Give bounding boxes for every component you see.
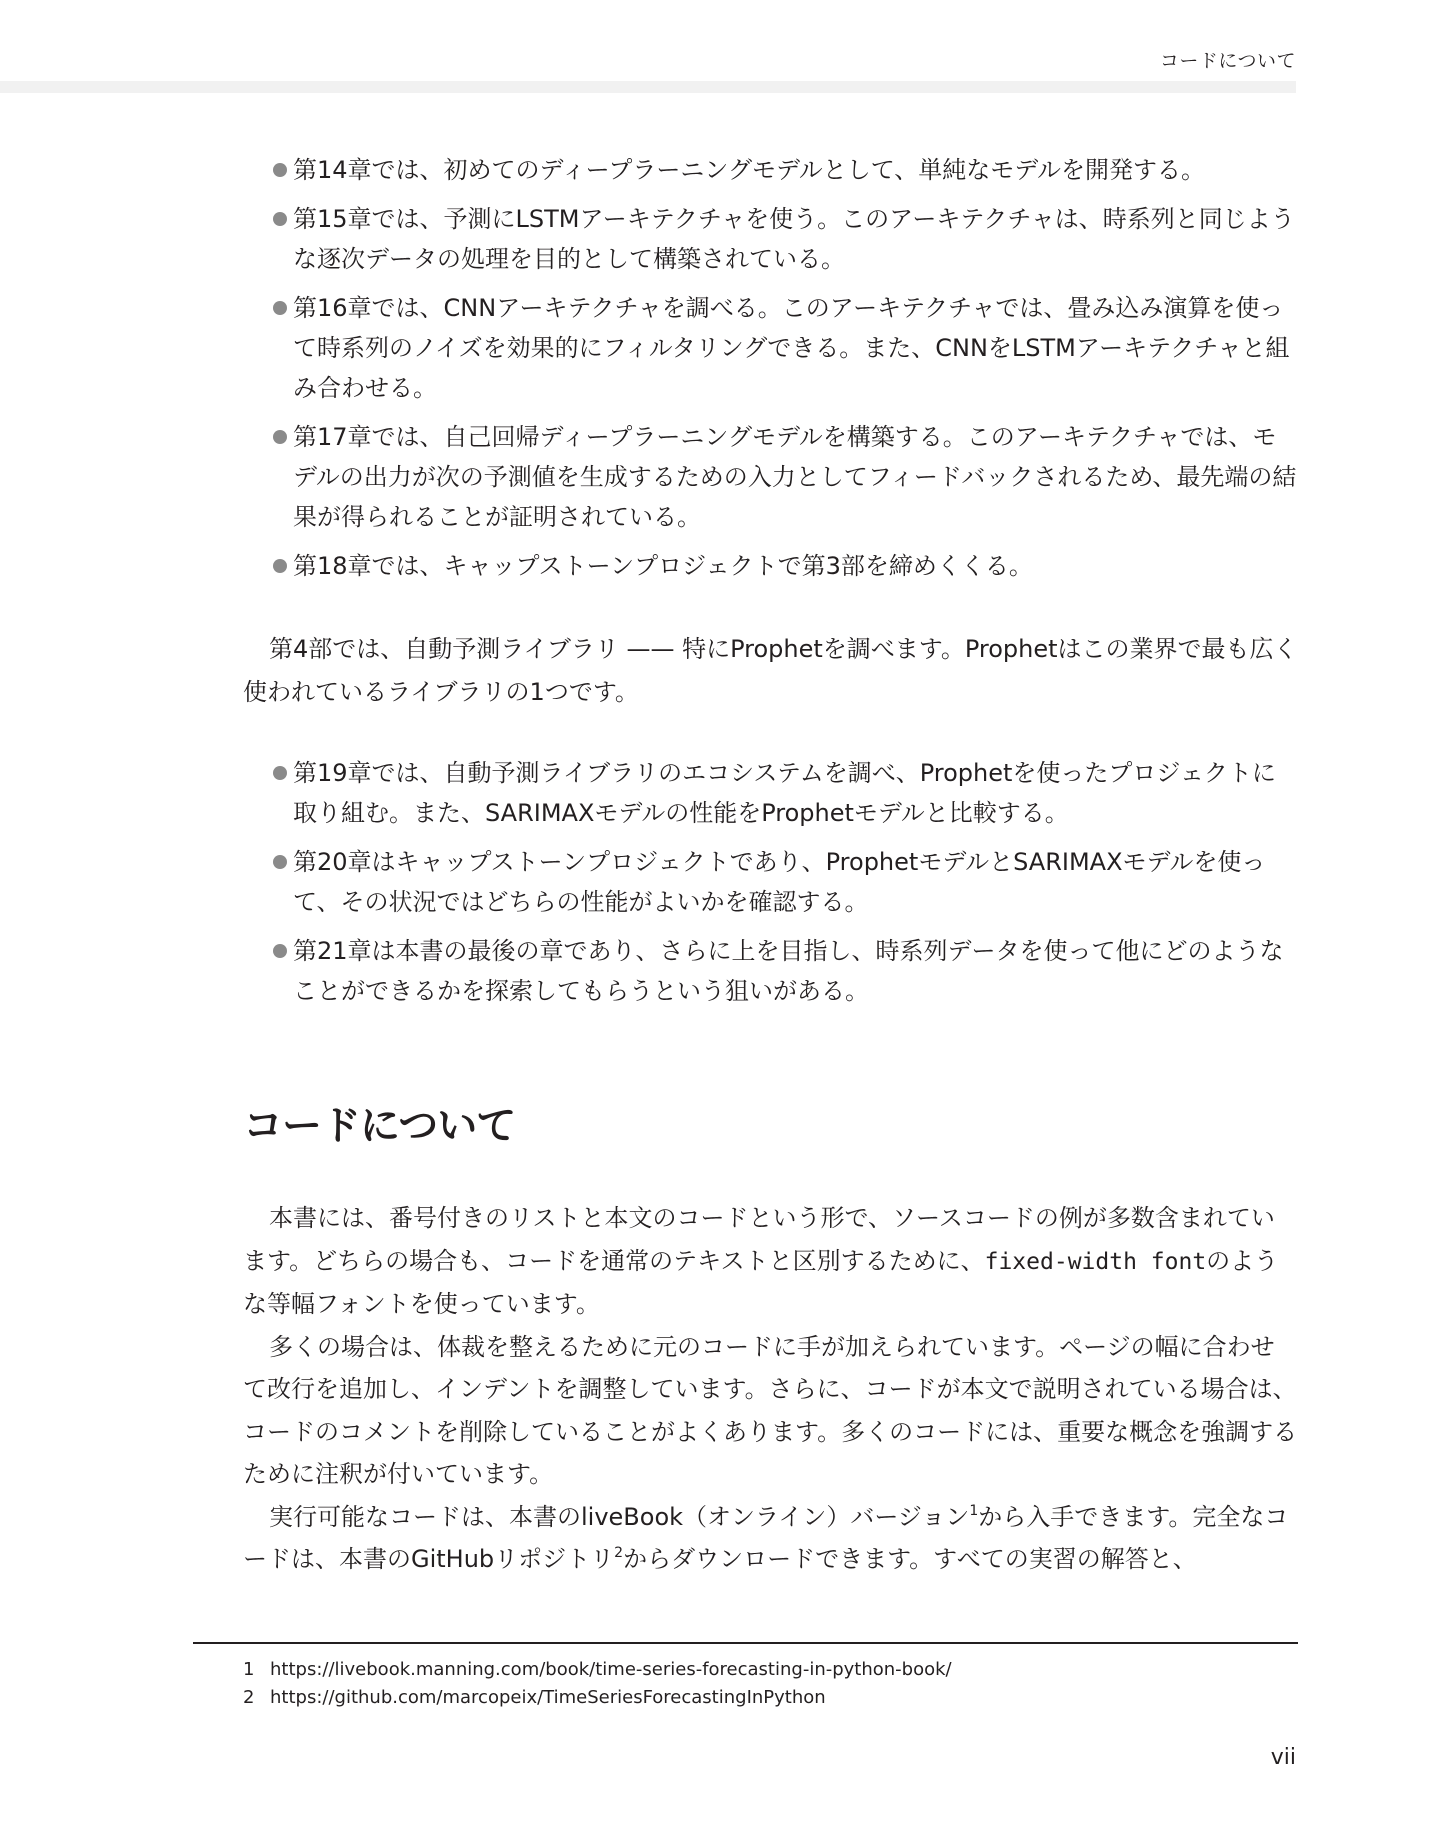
part4-intro-paragraph: 第4部では、自動予測ライブラリ —— 特にProphetを調べます。Prophetはこの業界で最も広く使われているライブラリの1つです。 <box>243 635 1298 706</box>
header-bar <box>0 81 1296 93</box>
list-item <box>273 417 1298 537</box>
list-item-text: 第18章では、キャップストーンプロジェクトで第3部を締めくくる。 <box>293 552 1033 580</box>
bullet-icon <box>273 163 287 177</box>
bullet-icon <box>273 559 287 573</box>
page-body <box>243 150 1298 1581</box>
footnote-ref-1[interactable]: 1 <box>969 1502 979 1519</box>
inline-code: fixed-width font <box>984 1248 1207 1275</box>
footnote-number: 1 <box>243 1659 255 1680</box>
bullet-icon <box>273 301 287 315</box>
footnote-number: 2 <box>243 1687 255 1708</box>
list-item-text: 第20章はキャップストーンプロジェクトであり、ProphetモデルとSARIMAXモデルを使って、その状況ではどちらの性能がよいかを確認する。 <box>293 848 1266 916</box>
bullet-icon <box>273 855 287 869</box>
bullet-icon <box>273 430 287 444</box>
code-paragraph-1 <box>243 1197 1298 1326</box>
code-paragraph-3 <box>243 1496 1298 1581</box>
footnote-ref-2[interactable]: 2 <box>614 1545 624 1561</box>
footnote-divider <box>193 1642 1298 1644</box>
list-item-text: 第14章では、初めてのディープラーニングモデルとして、単純なモデルを開発する。 <box>293 156 1206 184</box>
running-head: コードについて <box>1159 50 1296 72</box>
footnote-link[interactable]: https://github.com/marcopeix/TimeSeriesForecastingInPython <box>270 1687 826 1708</box>
page-number: vii <box>1270 1745 1296 1770</box>
section-heading: コードについて <box>243 1103 516 1149</box>
part4-chapter-list <box>243 753 1298 1011</box>
list-item-text: 第17章では、自己回帰ディープラーニングモデルを構築する。このアーキテクチャでは、モデルの出力が次の予測値を生成するための入力としてフィードバックされるため、最先端の結果が得られることが証明されている。 <box>293 423 1297 531</box>
list-item-text: 第21章は本書の最後の章であり、さらに上を目指し、時系列データを使って他にどのようなことができるかを探索してもらうという狙いがある。 <box>293 937 1284 1005</box>
list-item-text: 第16章では、CNNアーキテクチャを調べる。このアーキテクチャでは、畳み込み演算を使って時系列のノイズを効果的にフィルタリングできる。また、CNNをLSTMアーキテクチャと組み合わせる。 <box>293 294 1290 402</box>
list-item <box>273 546 1298 586</box>
list-item-text: 第19章では、自動予測ライブラリのエコシステムを調べ、Prophetを使ったプロジェクトに取り組む。また、SARIMAXモデルの性能をProphetモデルと比較する。 <box>293 759 1276 827</box>
paragraph-text: のような等幅フォントを使っています。 <box>243 1246 1279 1318</box>
part3-chapter-list <box>243 150 1298 586</box>
list-item <box>273 931 1298 1011</box>
footnote-link[interactable]: https://livebook.manning.com/book/time-series-forecasting-in-python-book/ <box>270 1659 952 1680</box>
list-item <box>273 288 1298 408</box>
list-item <box>273 842 1298 922</box>
paragraph-text: 本書には、番号付きのリストと本文のコードという形で、ソースコードの例が多数含まれています。どちらの場合も、コードを通常のテキストと区別するために、 <box>243 1204 1275 1275</box>
bullet-icon <box>273 212 287 226</box>
list-item <box>273 199 1298 279</box>
paragraph-text: 実行可能なコードは、本書のliveBook（オンライン）バージョン <box>269 1502 970 1531</box>
list-item <box>273 753 1298 833</box>
code-paragraph-2: 多くの場合は、体裁を整えるために元のコードに手が加えられています。ページの幅に合わせて改行を追加し、インデントを調整しています。さらに、コードが本文で説明されている場合は、コードのコメントを削除していることがよくあります。多くのコードには、重要な概念を強調するために注釈が付いています。 <box>243 1332 1298 1488</box>
list-item-text: 第15章では、予測にLSTMアーキテクチャを使う。このアーキテクチャは、時系列と同じような逐次データの処理を目的として構築されている。 <box>293 205 1295 273</box>
footnote <box>243 1684 952 1712</box>
bullet-icon <box>273 944 287 958</box>
list-item <box>273 150 1298 190</box>
footnotes <box>243 1656 952 1712</box>
paragraph-text: からダウンロードできます。すべての実習の解答と、 <box>623 1545 1197 1573</box>
footnote <box>243 1656 952 1684</box>
paragraph-text: から入手できます。完全なコードは、本書のGitHubリポジトリ <box>243 1502 1289 1573</box>
bullet-icon <box>273 766 287 780</box>
